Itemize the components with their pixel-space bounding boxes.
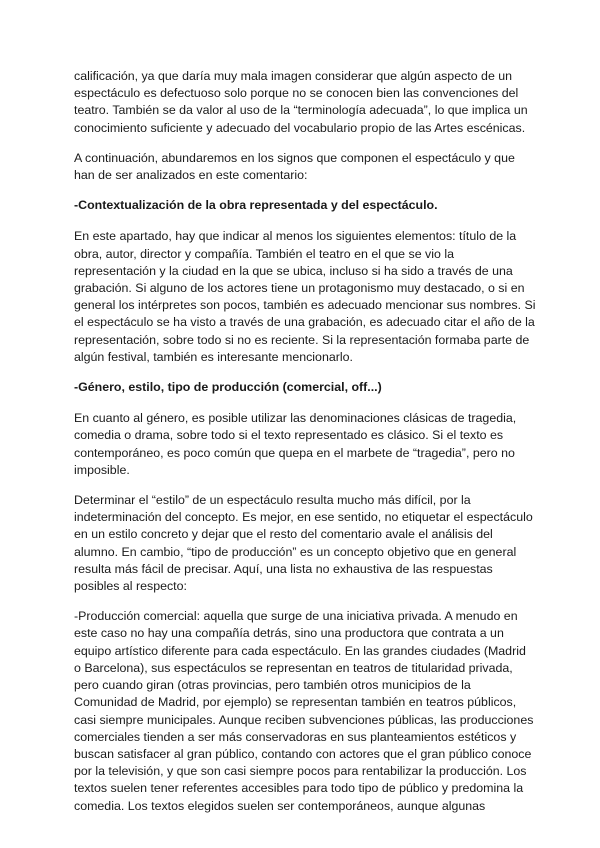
heading-contextualization: -Contextualización de la obra representada y del espectáculo. [74, 198, 438, 213]
paragraph-contextualization: En este apartado, hay que indicar al menos los siguientes elementos: título de la obra, autor, director y compañía. También el teatro en el que se vio la representación y la ciudad en la que se ubica, incluso si ha sido a través de una grabación. Si alguno de los actores tiene un protagonismo muy destacado, o si en general los intérpretes son pocos, también es adecuado mencionar sus nombres. Si el espectáculo se ha visto a través de una grabación, es adecuado citar el año de la representación, sobre todo si no es reciente. Si la representación formaba parte de algún festival, también es interesante mencionarlo. [74, 229, 536, 364]
paragraph-genre: En cuanto al género, es posible utilizar las denominaciones clásicas de tragedia, comedia o drama, sobre todo si el texto representado es clásico. Si el texto es contemporáneo, es poco común que quepa en el marbete de “tragedia”, pero no imposible. [74, 411, 517, 477]
document-page [74, 68, 536, 828]
paragraph-signs-intro: A continuación, abundaremos en los signos que componen el espectáculo y que han de ser analizados en este comentario: [74, 150, 515, 183]
paragraph-intro-continuation: calificación, ya que daría muy mala imagen considerar que algún aspecto de un espectáculo es defectuoso solo porque no se conocen bien las convenciones del teatro. También se da valor al uso de la “terminología adecuada”, lo que implica un conocimiento suficiente y adecuado del vocabulario propio de las Artes escénicas. [74, 69, 528, 135]
paragraph-commercial-production: -Producción comercial: aquella que surge de una iniciativa privada. A menudo en este caso no hay una compañía detrás, sino una productora que contrata a un equipo artístico diferente para cada espectáculo. En las grandes ciudades (Madrid o Barcelona), sus espectáculos se representan en teatros de titularidad privada, pero cuando giran (otras provincias, pero también otros municipios de la Comunidad de Madrid, por ejemplo) se representan también en teatros públicos, casi siempre municipales. Aunque reciben subvenciones públicas, las producciones comerciales tienden a ser más conservadoras en sus planteamientos estéticos y buscan satisfacer al gran público, contando con actores que el gran público conoce por la televisión, y que son casi siempre pocos para rentabilizar la producción. Los textos suelen tener referentes accesibles para todo tipo de público y predomina la comedia. Los textos elegidos suelen ser contemporáneos, aunque algunas [74, 609, 534, 813]
heading-genre-style: -Género, estilo, tipo de producción (comercial, off...) [74, 380, 382, 395]
paragraph-style: Determinar el “estilo” de un espectáculo resulta mucho más difícil, por la indeterminación del concepto. Es mejor, en ese sentido, no etiquetar el espectáculo en un estilo concreto y dejar que el resto del comentario avale el análisis del alumno. En cambio, “tipo de producción” es un concepto objetivo que en general resulta más fácil de precisar. Aquí, una lista no exhaustiva de las respuestas posibles al respecto: [74, 493, 533, 594]
